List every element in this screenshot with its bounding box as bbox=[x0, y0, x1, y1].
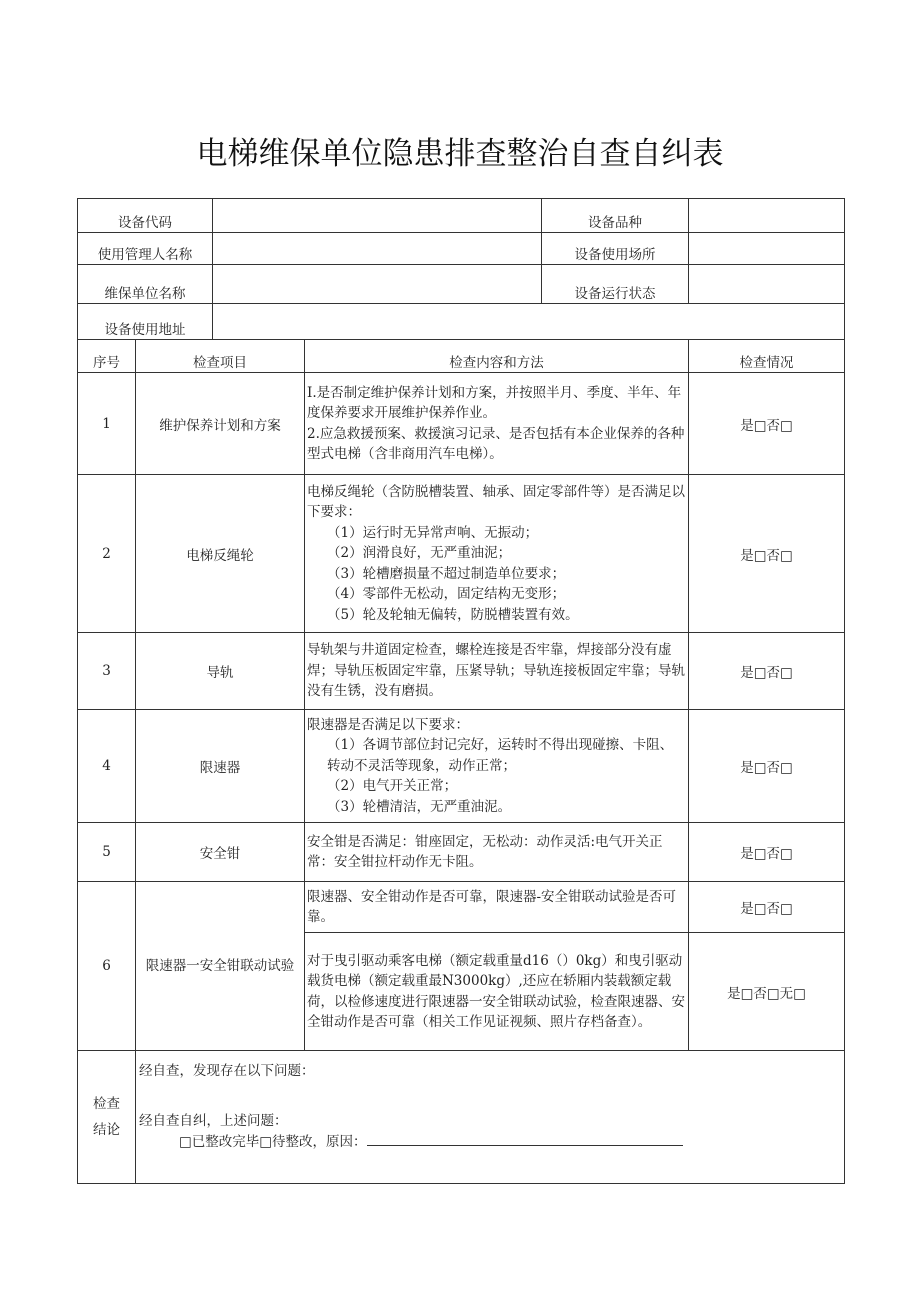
conclusion-row bbox=[78, 1051, 845, 1184]
method-line: 限速器、安全钳动作是否可靠，限速器-安全钳联动试验是否可靠。 bbox=[307, 888, 677, 925]
conclusion-content[interactable] bbox=[136, 1051, 845, 1184]
method-line: 限速器是否满足以下要求： bbox=[307, 716, 469, 733]
row-no: 3 bbox=[78, 633, 136, 710]
method-line: 电梯反绳轮（含防脱槽装置、轴承、固定零部件等）是否满足以下要求： bbox=[307, 483, 685, 521]
method-line: （4）零部件无松动，固定结构无变形； bbox=[327, 586, 566, 603]
table-row bbox=[78, 633, 845, 710]
row-no: 5 bbox=[78, 823, 136, 882]
conclusion-label bbox=[78, 1051, 136, 1184]
page-title: 电梯维保单位隐患排查整治自查自纠表 bbox=[196, 136, 724, 172]
usage-place-label: 设备使用场所 bbox=[542, 233, 689, 265]
row-result-checkbox[interactable]: 是□否□ bbox=[689, 373, 845, 475]
method-line: I.是否制定维护保养计划和方案，并按照半月、季度、半年、年度保养要求开展维护保养作业。 bbox=[307, 384, 682, 421]
method-line: （5）轮及轮轴无偏转，防脱槽装置有效。 bbox=[327, 606, 579, 623]
table-row bbox=[78, 373, 845, 475]
method-line: （1）运行时无异常声响、无振动； bbox=[327, 524, 539, 541]
run-status-label: 设备运行状态 bbox=[542, 265, 689, 304]
row-method bbox=[305, 823, 689, 882]
row-item: 导轨 bbox=[136, 633, 305, 710]
row-method bbox=[305, 475, 689, 633]
info-row bbox=[78, 199, 845, 233]
method-line: 导轨架与井道固定检查，螺栓连接是否牢靠，焊接部分没有虚焊；导轨压板固定牢靠，压紧导轨；导轨连接板固定牢靠；导轨没有生锈，没有磨损。 bbox=[307, 642, 685, 700]
table-row bbox=[78, 823, 845, 882]
row-result-checkbox[interactable]: 是□否□ bbox=[689, 823, 845, 882]
table-row bbox=[78, 710, 845, 823]
info-row bbox=[78, 233, 845, 265]
table-row bbox=[78, 882, 845, 933]
row-no: 4 bbox=[78, 710, 136, 823]
row-result-checkbox[interactable]: 是□否□ bbox=[689, 633, 845, 710]
conclusion-line-3-wrap bbox=[139, 1131, 840, 1152]
row-item: 限速器一安全钳联动试验 bbox=[136, 882, 305, 1051]
row-result-checkbox[interactable]: 是□否□ bbox=[689, 475, 845, 633]
row-no: 6 bbox=[78, 882, 136, 1051]
method-line: 安全钳是否满足：钳座固定，无松动：动作灵活:电气开关正常：安全钳拉杆动作无卡阻。 bbox=[307, 833, 663, 870]
row-item: 维护保养计划和方案 bbox=[136, 373, 305, 475]
conclusion-label-line: 结论 bbox=[93, 1122, 120, 1138]
method-line: （3）轮槽清洁，无严重油泥。 bbox=[327, 798, 512, 815]
table-header bbox=[78, 340, 845, 373]
method-line: （1）各调节部位封记完好，运转时不得出现碰擦、卡阻、转动不灵活等现象，动作正常； bbox=[327, 737, 674, 774]
info-row bbox=[78, 265, 845, 304]
reason-underline[interactable] bbox=[367, 1131, 683, 1146]
info-row bbox=[78, 304, 845, 340]
device-type-value[interactable] bbox=[689, 199, 845, 233]
row-method bbox=[305, 933, 689, 1051]
device-code-label: 设备代码 bbox=[78, 199, 213, 233]
row-no: 1 bbox=[78, 373, 136, 475]
conclusion-line-2: 经自查自纠，上述问题： bbox=[139, 1113, 288, 1129]
manager-name-value[interactable] bbox=[213, 233, 542, 265]
row-item: 电梯反绳轮 bbox=[136, 475, 305, 633]
table-row bbox=[78, 475, 845, 633]
device-type-label: 设备品种 bbox=[542, 199, 689, 233]
header-method: 检查内容和方法 bbox=[305, 340, 689, 373]
row-method bbox=[305, 710, 689, 823]
row-method bbox=[305, 633, 689, 710]
conclusion-label-line: 检查 bbox=[93, 1096, 120, 1112]
maint-unit-value[interactable] bbox=[213, 265, 542, 304]
header-result: 检查情况 bbox=[689, 340, 845, 373]
header-seq: 序号 bbox=[78, 340, 136, 373]
header-item: 检查项目 bbox=[136, 340, 305, 373]
run-status-value[interactable] bbox=[689, 265, 845, 304]
row-item: 安全钳 bbox=[136, 823, 305, 882]
row-no: 2 bbox=[78, 475, 136, 633]
maint-unit-label: 维保单位名称 bbox=[78, 265, 213, 304]
method-line: （3）轮槽磨损量不超过制造单位要求； bbox=[327, 565, 566, 582]
row-result-checkbox[interactable]: 是□否□ bbox=[689, 882, 845, 933]
row-method bbox=[305, 882, 689, 933]
row-result-checkbox[interactable]: 是□否□ bbox=[689, 710, 845, 823]
address-value[interactable] bbox=[213, 304, 845, 340]
inspection-table bbox=[77, 198, 845, 1184]
conclusion-line-1: 经自查，发现存在以下问题： bbox=[139, 1063, 315, 1079]
method-line: （2）电气开关正常； bbox=[327, 778, 458, 795]
method-line: 2.应急救援预案、救援演习记录、是否包括有本企业保养的各种型式电梯（含非商用汽车电梯）。 bbox=[307, 425, 685, 462]
address-label: 设备使用地址 bbox=[78, 304, 213, 340]
row-result-checkbox[interactable]: 是□否□无□ bbox=[689, 933, 845, 1051]
method-line: 对于曳引驱动乘客电梯（额定载重量d16（）0kg）和曳引驱动载货电梯（额定载重最N3000kg）,还应在轿厢内装载额定载荷，以检修速度进行限速器一安全钳联动试验，检查限速器、安全钳动作是否可靠（相关工作见证视频、照片存档备查）。 bbox=[307, 952, 685, 1030]
usage-place-value[interactable] bbox=[689, 233, 845, 265]
row-item: 限速器 bbox=[136, 710, 305, 823]
method-line: （2）润滑良好，无严重油泥； bbox=[327, 545, 512, 562]
row-method bbox=[305, 373, 689, 475]
device-code-value[interactable] bbox=[213, 199, 542, 233]
manager-name-label: 使用管理人名称 bbox=[78, 233, 213, 265]
conclusion-line-3[interactable]: □已整改完毕□待整改，原因： bbox=[179, 1134, 367, 1150]
